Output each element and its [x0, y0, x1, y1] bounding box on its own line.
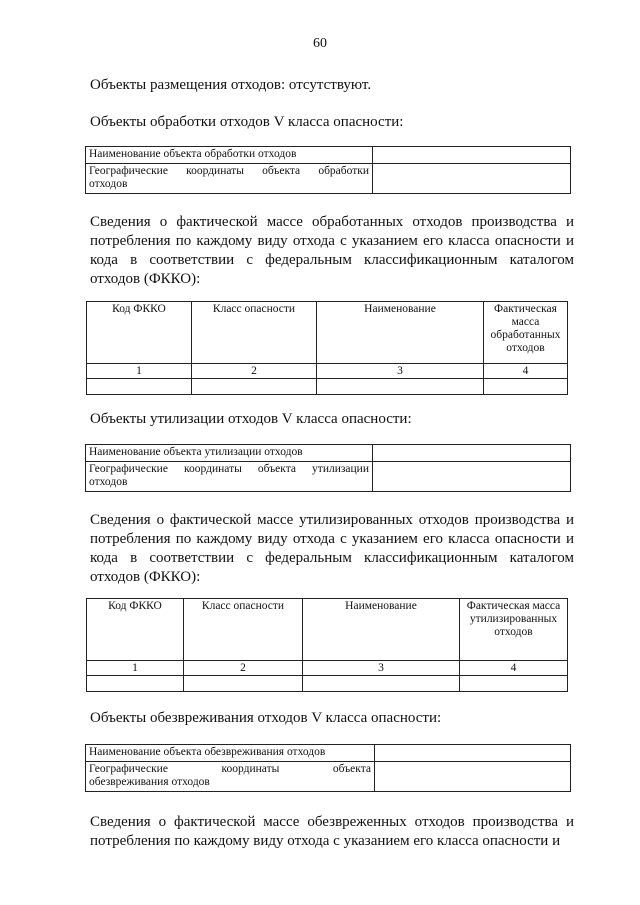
- neutralization-coords-value: [375, 762, 571, 792]
- processing-col-number-4: 4: [484, 364, 568, 379]
- processing-object-name-label: Наименование объекта обработки отходов: [86, 147, 373, 164]
- neutralization-object-table: [85, 744, 571, 792]
- processing-object-name-value: [373, 147, 571, 164]
- processing-col-number-2: 2: [192, 364, 317, 379]
- processing-empty-cell: [317, 379, 484, 395]
- utilization-col-number-1: 1: [87, 661, 184, 676]
- utilization-coords-value: [373, 462, 571, 492]
- utilization-header-class: Класс опасности: [184, 599, 303, 661]
- processing-empty-cell: [87, 379, 192, 395]
- utilization-col-number-3: 3: [303, 661, 460, 676]
- utilization-object-name-label: Наименование объекта утилизации отходов: [86, 445, 373, 462]
- processing-col-number-1: 1: [87, 364, 192, 379]
- processing-header-class: Класс опасности: [192, 302, 317, 364]
- utilization-object-name-value: [373, 445, 571, 462]
- utilization-mass-table: [86, 598, 568, 692]
- utilization-header-name: Наименование: [303, 599, 460, 661]
- placement-objects-statement: Объекты размещения отходов: отсутствуют.: [90, 77, 372, 93]
- processing-paragraph: Сведения о фактической массе обработанных отходов производства и потребления по каждому виду отхода с указанием его класса опасности и кода в соответствии с федеральным классификационным каталогом отходов (ФККО):: [90, 214, 574, 287]
- neutralization-coords-cell: [86, 762, 375, 792]
- utilization-object-table: [85, 444, 571, 492]
- processing-header-name: Наименование: [317, 302, 484, 364]
- processing-mass-table: [86, 301, 568, 395]
- neutralization-coords-label-line1: Географические координаты объекта: [89, 763, 371, 775]
- utilization-header-fkko: Код ФККО: [87, 599, 184, 661]
- processing-empty-cell: [484, 379, 568, 395]
- utilization-heading: Объекты утилизации отходов V класса опасности:: [90, 411, 412, 427]
- utilization-coords-cell: [86, 462, 373, 492]
- processing-coords-value: [373, 164, 571, 194]
- utilization-coords-label-line2: отходов: [89, 476, 128, 488]
- utilization-coords-label-line1: Географические координаты объекта утилизации: [89, 463, 369, 475]
- utilization-empty-cell: [184, 676, 303, 692]
- neutralization-object-name-value: [375, 745, 571, 762]
- page-number: 60: [313, 36, 327, 51]
- processing-coords-label-line1: Географические координаты объекта обработки: [89, 165, 369, 177]
- neutralization-paragraph: Сведения о фактической массе обезвреженных отходов производства и потребления по каждому виду отхода с указанием его класса опасности и: [90, 814, 574, 849]
- processing-object-table: [85, 146, 571, 194]
- neutralization-coords-label-line2: обезвреживания отходов: [89, 776, 210, 788]
- neutralization-object-name-label: Наименование объекта обезвреживания отходов: [86, 745, 375, 762]
- processing-coords-cell: [86, 164, 373, 194]
- processing-heading: Объекты обработки отходов V класса опасности:: [90, 114, 404, 130]
- utilization-paragraph: Сведения о фактической массе утилизированных отходов производства и потребления по каждому виду отхода с указанием его класса опасности и кода в соответствии с федеральным классификационным каталогом отходов (ФККО):: [90, 512, 574, 585]
- processing-coords-label-line2: отходов: [89, 178, 128, 190]
- utilization-empty-cell: [460, 676, 568, 692]
- processing-header-fkko: Код ФККО: [87, 302, 192, 364]
- utilization-empty-cell: [87, 676, 184, 692]
- utilization-header-mass: Фактическая масса утилизированных отходов: [460, 599, 568, 661]
- utilization-empty-cell: [303, 676, 460, 692]
- utilization-col-number-2: 2: [184, 661, 303, 676]
- processing-col-number-3: 3: [317, 364, 484, 379]
- utilization-col-number-4: 4: [460, 661, 568, 676]
- processing-empty-cell: [192, 379, 317, 395]
- neutralization-heading: Объекты обезвреживания отходов V класса опасности:: [90, 710, 442, 726]
- processing-header-mass: Фактическая масса обработанных отходов: [484, 302, 568, 364]
